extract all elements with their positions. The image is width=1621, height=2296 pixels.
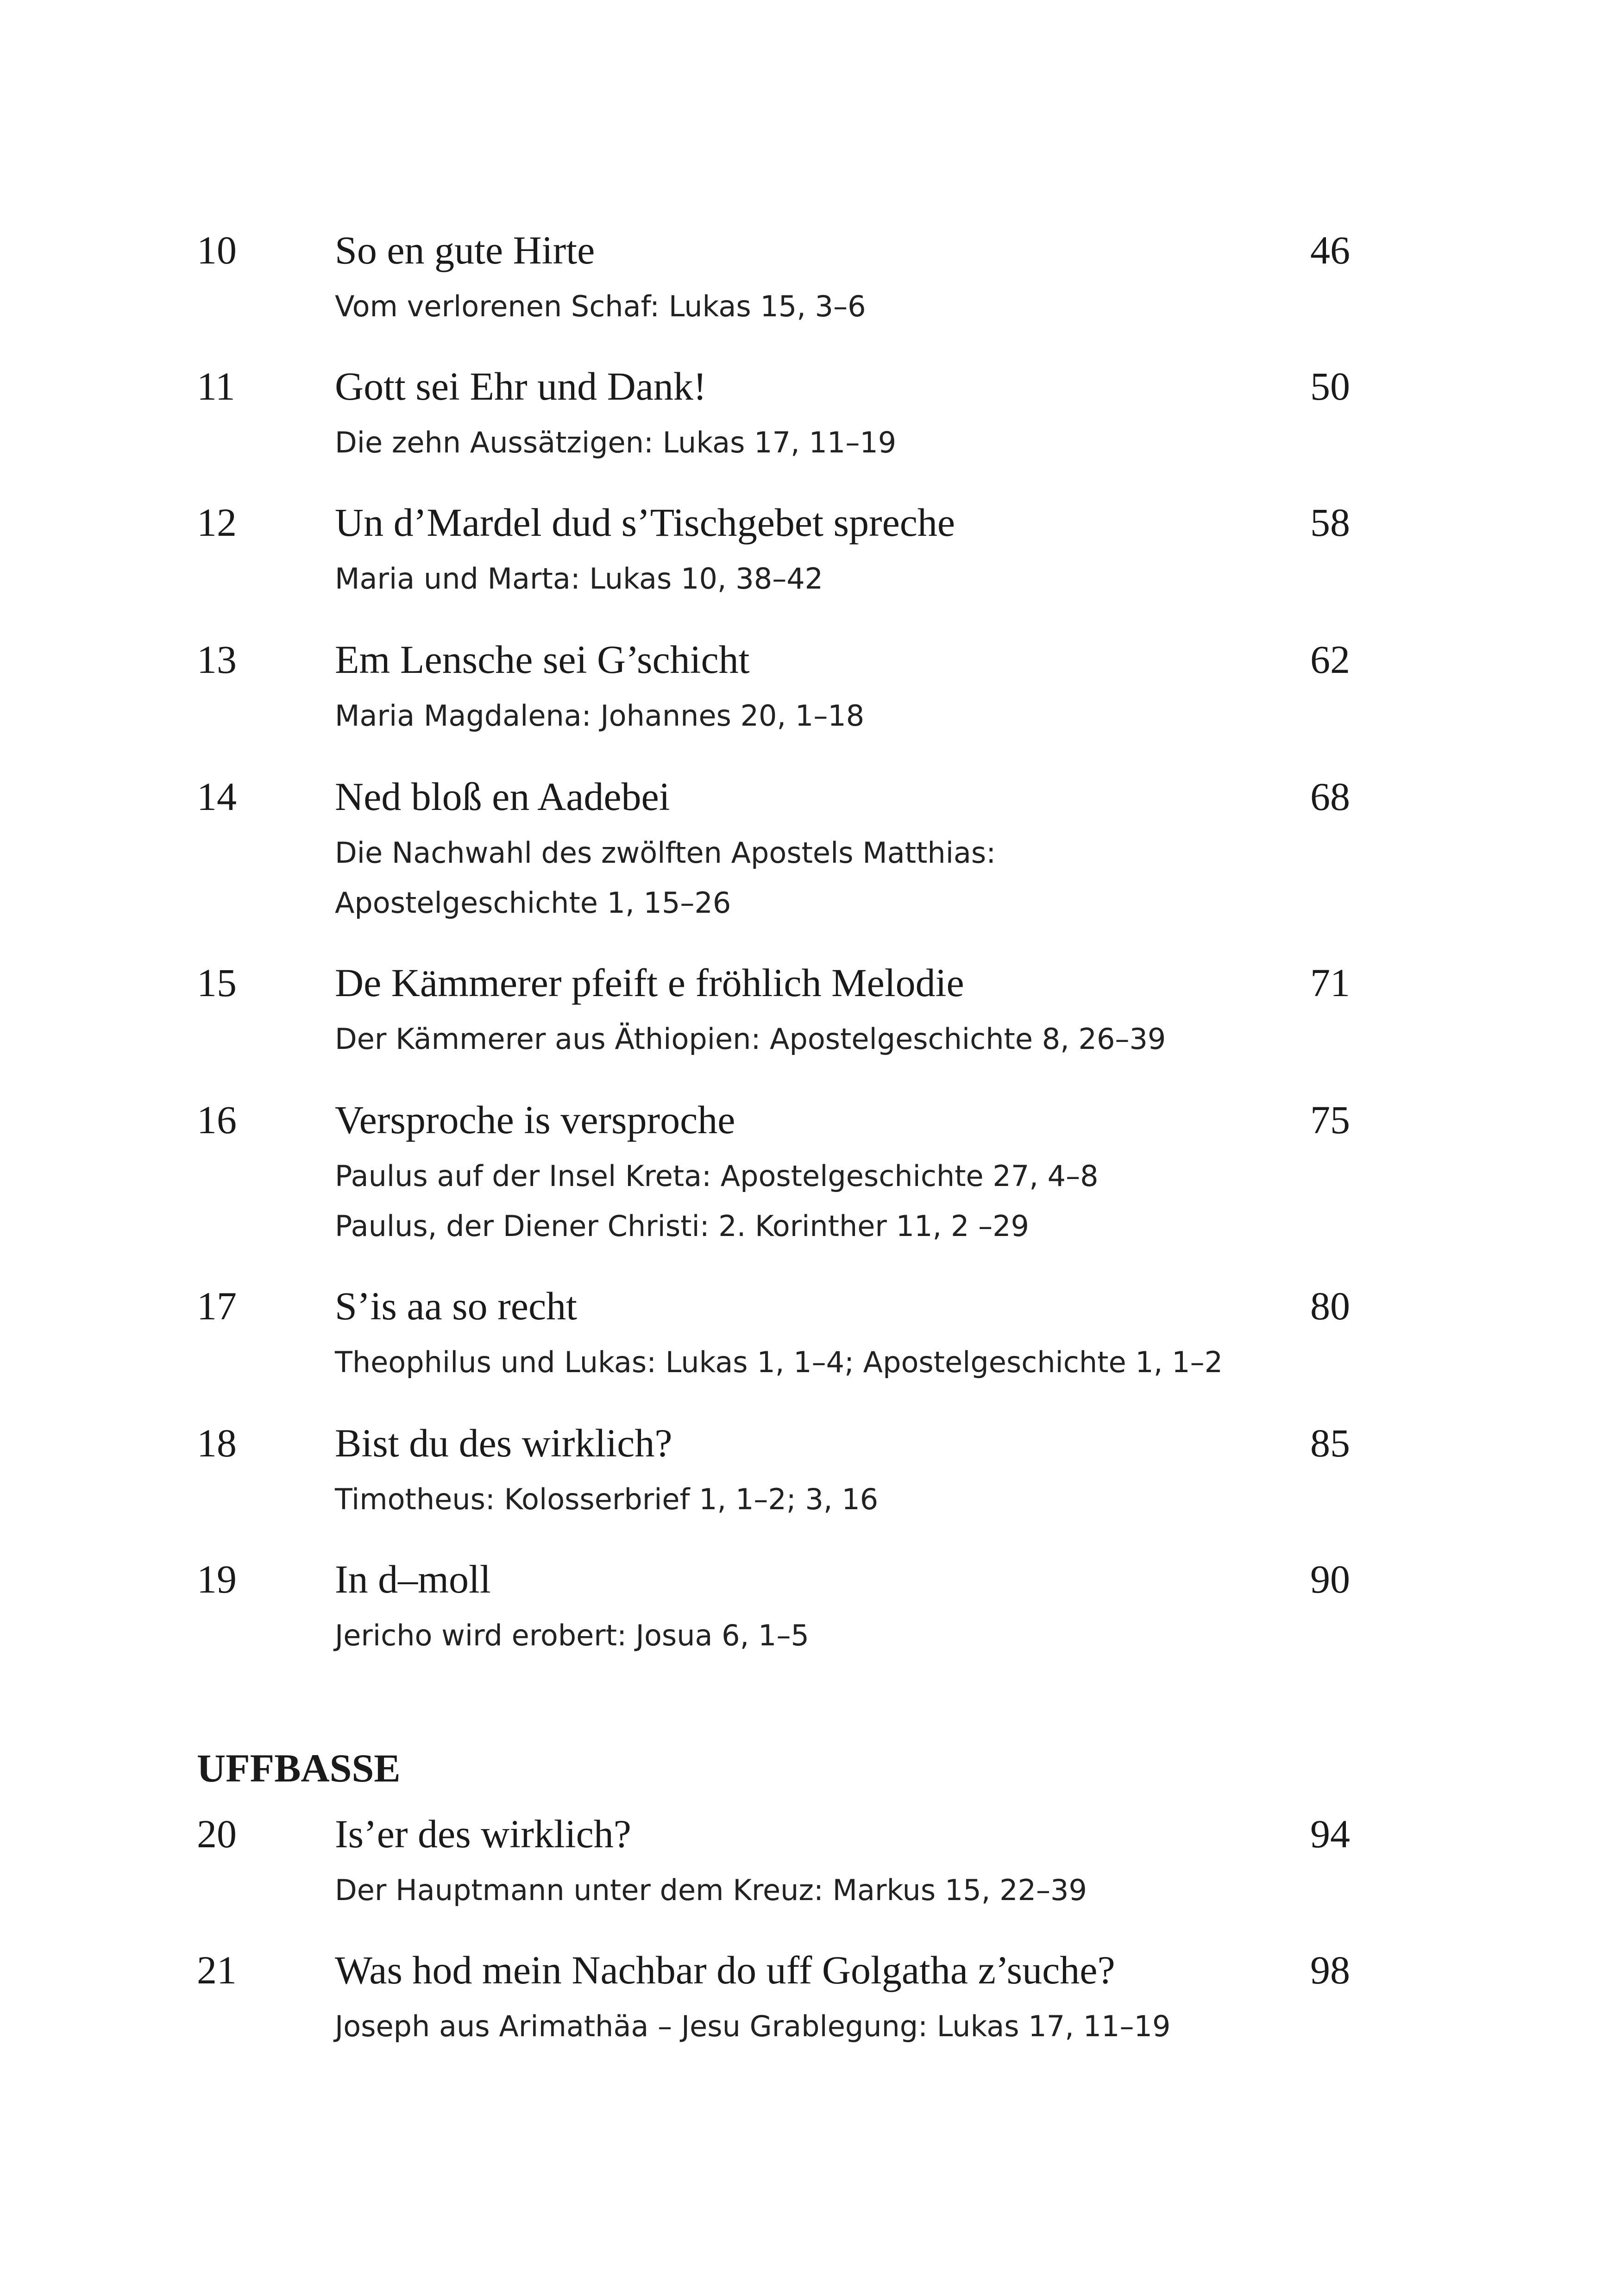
- page-number: 71: [1310, 960, 1350, 1005]
- chapter-reference: [335, 1611, 809, 1661]
- page-number: 68: [1310, 774, 1350, 819]
- chapter-reference: [335, 828, 996, 928]
- page-number: 80: [1310, 1284, 1350, 1328]
- chapter-number: 13: [197, 637, 237, 682]
- page-number: 50: [1310, 364, 1350, 408]
- chapter-reference: [335, 1865, 1087, 1915]
- chapter-title: Ned bloß en Aadebei: [335, 774, 670, 819]
- reference-line: Paulus auf der Insel Kreta: Apostelgeschichte 27, 4–8: [335, 1159, 1099, 1193]
- reference-line: Vom verlorenen Schaf: Lukas 15, 3–6: [335, 289, 866, 323]
- page-number: 90: [1310, 1557, 1350, 1601]
- chapter-number: 16: [197, 1098, 237, 1142]
- reference-line: Maria Magdalena: Johannes 20, 1–18: [335, 699, 865, 733]
- chapter-number: 12: [197, 500, 237, 545]
- chapter-title: S’is aa so recht: [335, 1284, 578, 1328]
- chapter-title: Em Lensche sei G’schicht: [335, 637, 750, 682]
- chapter-number: 19: [197, 1557, 237, 1601]
- page-number: 58: [1310, 500, 1350, 545]
- page-number: 75: [1310, 1098, 1350, 1142]
- page-number: 85: [1310, 1421, 1350, 1465]
- reference-line: Maria und Marta: Lukas 10, 38–42: [335, 562, 823, 596]
- reference-line: Joseph aus Arimathäa – Jesu Grablegung: Lukas 17, 11–19: [335, 2009, 1171, 2043]
- chapter-title: Un d’Mardel dud s’Tischgebet spreche: [335, 500, 955, 545]
- chapter-reference: [335, 418, 896, 468]
- reference-line: Jericho wird erobert: Josua 6, 1–5: [335, 1618, 809, 1652]
- chapter-reference: [335, 1014, 1166, 1064]
- chapter-title: Was hod mein Nachbar do uff Golgatha z’suche?: [335, 1948, 1115, 1992]
- reference-line: Die Nachwahl des zwölften Apostels Matthias:: [335, 836, 996, 870]
- page-number: 94: [1310, 1812, 1350, 1856]
- chapter-number: 10: [197, 228, 237, 272]
- chapter-number: 15: [197, 960, 237, 1005]
- reference-line: Der Hauptmann unter dem Kreuz: Markus 15, 22–39: [335, 1873, 1087, 1907]
- chapter-reference: [335, 1151, 1099, 1251]
- section-heading: UFFBASSE: [197, 1746, 401, 1790]
- chapter-title: Gott sei Ehr und Dank!: [335, 364, 707, 408]
- chapter-number: 17: [197, 1284, 237, 1328]
- chapter-number: 14: [197, 774, 237, 819]
- reference-line: Timotheus: Kolosserbrief 1, 1–2; 3, 16: [335, 1482, 879, 1516]
- chapter-title: In d–moll: [335, 1557, 491, 1601]
- chapter-reference: [335, 2001, 1170, 2051]
- chapter-reference: [335, 1474, 878, 1524]
- chapter-reference: [335, 1337, 1223, 1387]
- reference-line: Der Kämmerer aus Äthiopien: Apostelgeschichte 8, 26–39: [335, 1022, 1166, 1056]
- chapter-title: So en gute Hirte: [335, 228, 595, 272]
- chapter-number: 11: [197, 364, 235, 408]
- chapter-title: Versproche is versproche: [335, 1098, 735, 1142]
- chapter-number: 18: [197, 1421, 237, 1465]
- reference-line: Theophilus und Lukas: Lukas 1, 1–4; Apostelgeschichte 1, 1–2: [335, 1345, 1223, 1379]
- chapter-title: Bist du des wirklich?: [335, 1421, 672, 1465]
- chapter-reference: [335, 282, 866, 332]
- chapter-number: 21: [197, 1948, 237, 1992]
- chapter-title: De Kämmerer pfeift e fröhlich Melodie: [335, 960, 964, 1005]
- page-number: 62: [1310, 637, 1350, 682]
- reference-line: Die zehn Aussätzigen: Lukas 17, 11–19: [335, 426, 897, 459]
- reference-line: Paulus, der Diener Christi: 2. Korinther 11, 2 –29: [335, 1209, 1029, 1243]
- chapter-title: Is’er des wirklich?: [335, 1812, 631, 1856]
- chapter-reference: [335, 691, 864, 741]
- chapter-reference: [335, 554, 823, 604]
- reference-line: Apostelgeschichte 1, 15–26: [335, 886, 731, 920]
- page-number: 98: [1310, 1948, 1350, 1992]
- chapter-number: 20: [197, 1812, 237, 1856]
- page-number: 46: [1310, 228, 1350, 272]
